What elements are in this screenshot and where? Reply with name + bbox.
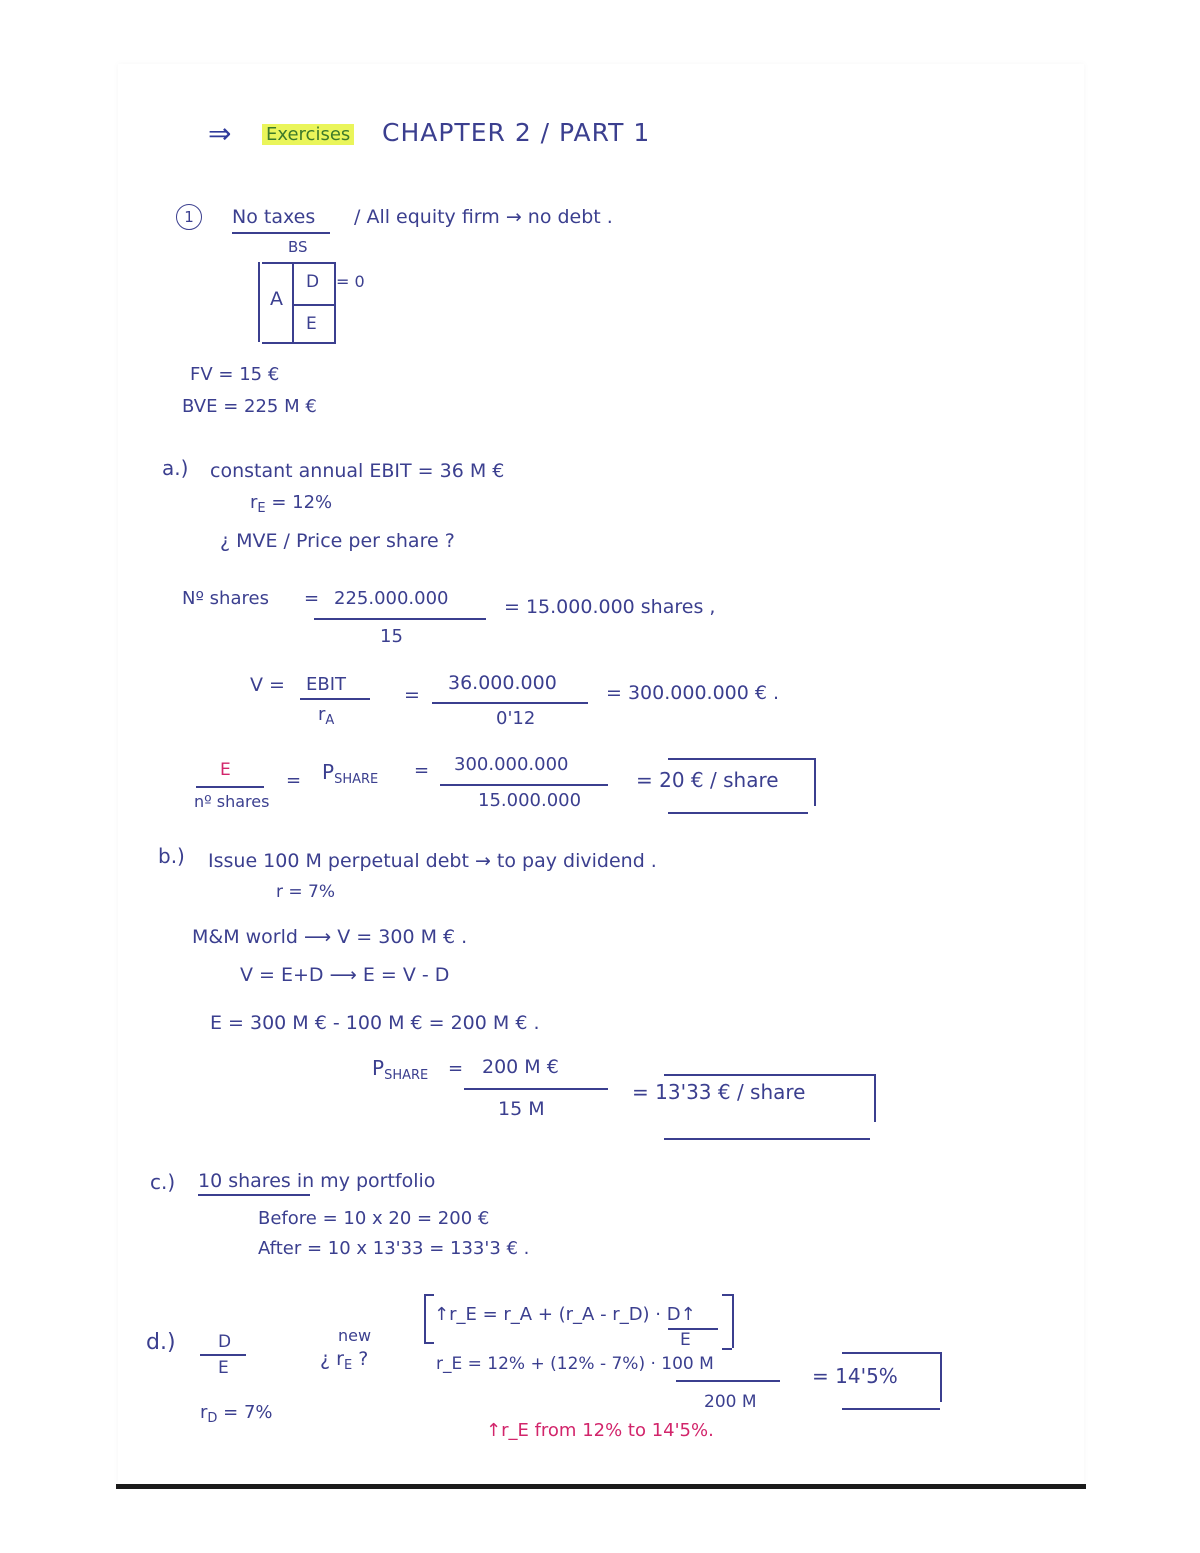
value-denominator [318, 706, 334, 727]
price-numerator: 300.000.000 [454, 754, 569, 775]
nshares-text: Nº shares [182, 588, 269, 609]
re-value: = 12% [265, 492, 333, 513]
price-eq: = [414, 760, 430, 781]
price-denominator-b: 15 M [498, 1098, 545, 1120]
fraction-bar [668, 1328, 718, 1330]
bs-top-border [262, 262, 334, 264]
mm-world: M&M world ⟶ V = 300 M € . [192, 926, 468, 948]
question-re-text: ¿ r [320, 1348, 344, 1370]
value-eq: = [404, 684, 420, 706]
fraction-bar [440, 784, 608, 786]
bs-debt: D [306, 272, 320, 292]
price-result: = 20 € / share [636, 768, 779, 792]
part-c-label: c.) [150, 1170, 176, 1194]
book-value-equity: BVE = 225 M € [182, 396, 317, 417]
d-fraction-numerator: D [218, 1332, 232, 1352]
assumption-all-equity: / All equity firm → no debt . [354, 206, 613, 228]
p-symbol-b: P [372, 1056, 385, 1080]
bracket-right-bottom [722, 1348, 732, 1350]
question-number-1: 1 [176, 204, 202, 230]
equity-numerator: E [220, 760, 231, 780]
before-value: Before = 10 x 20 = 200 € [258, 1208, 490, 1229]
bracket-right [732, 1294, 734, 1348]
bs-assets: A [270, 288, 283, 310]
fraction-bar [314, 618, 486, 620]
bs-left-border [258, 262, 260, 342]
fraction-bar [464, 1088, 608, 1090]
assumption-no-taxes: No taxes [232, 206, 316, 228]
result-box-bottom [842, 1408, 940, 1410]
price-eq-b: = [448, 1058, 464, 1079]
equity-eq: = [286, 770, 302, 791]
underline [198, 1194, 310, 1196]
price-result-b: = 13'33 € / share [632, 1080, 806, 1104]
result-box-right [814, 758, 816, 806]
notebook-page [118, 64, 1084, 1486]
question-mve: ¿ MVE / Price per share ? [220, 530, 455, 552]
re-calc: r_E = 12% + (12% - 7%) · 100 M [436, 1354, 714, 1374]
price-numerator-b: 200 M € [482, 1056, 559, 1078]
nshares-denominator: 15 [380, 626, 403, 647]
fraction-bar [300, 698, 370, 700]
after-value: After = 10 x 13'33 = 133'3 € . [258, 1238, 530, 1259]
result-box-top [664, 1074, 874, 1076]
part-b-label: b.) [158, 844, 185, 868]
page-title: CHAPTER 2 / PART 1 [382, 118, 651, 147]
value-result: = 300.000.000 € . [606, 682, 780, 704]
fraction-bar [196, 786, 264, 788]
value-label: V = [250, 674, 285, 696]
rd-subscript: D [207, 1411, 218, 1426]
result-box-right [874, 1074, 876, 1122]
fraction-bar [676, 1380, 780, 1382]
bs-label: BS [288, 238, 308, 256]
nshares-eq: = [304, 588, 320, 609]
bracket-left-bottom [424, 1342, 434, 1344]
re-result: = 14'5% [812, 1364, 898, 1388]
re-symbol: r [250, 492, 258, 513]
bracket-left [424, 1294, 426, 1342]
price-share-symbol-b [372, 1058, 428, 1082]
formula-denominator: E [680, 1330, 691, 1350]
mm-proposition-2: ↑r_E = r_A + (r_A - r_D) · D↑ [434, 1304, 696, 1325]
header-arrow: ⇒ [208, 117, 232, 150]
nshares-numerator: 225.000.000 [334, 588, 449, 609]
p-symbol: P [322, 760, 335, 784]
part-d-label: d.) [146, 1330, 176, 1355]
debt-rate: r = 7% [276, 882, 336, 902]
bracket-right-top [722, 1294, 732, 1296]
equity-calc: E = 300 M € - 100 M € = 200 M € . [210, 1012, 540, 1034]
re-calc-denominator: 200 M [704, 1392, 757, 1412]
portfolio-statement: 10 shares in my portfolio [198, 1170, 436, 1192]
face-value: FV = 15 € [190, 364, 280, 385]
result-box-bottom [668, 812, 808, 814]
page-bottom-edge [116, 1484, 1086, 1489]
bs-middle-line [292, 262, 294, 342]
value-numerator: EBIT [306, 674, 347, 695]
question-re-sub: E [343, 1358, 353, 1373]
ra-symbol: r [318, 704, 326, 725]
result-box-top [668, 758, 814, 760]
equity-denominator: nº shares [194, 792, 270, 811]
conclusion: ↑r_E from 12% to 14'5%. [486, 1420, 714, 1441]
underline [232, 232, 330, 234]
result-box-bottom [664, 1138, 870, 1140]
nshares-result: = 15.000.000 shares , [504, 596, 716, 618]
re-subscript: E [257, 501, 266, 516]
bs-debt-value: = 0 [336, 272, 365, 291]
debt-rate-d [200, 1404, 273, 1425]
fraction-bar [200, 1354, 246, 1356]
bs-equity: E [306, 314, 317, 334]
highlight-text: Exercises [262, 124, 354, 145]
question-re-end: ? [352, 1348, 369, 1370]
d-fraction-denominator: E [218, 1358, 229, 1378]
ebit-statement: constant annual EBIT = 36 M € [210, 460, 505, 482]
fraction-bar [432, 702, 588, 704]
bracket-left-top [424, 1294, 434, 1296]
rd-symbol: r [200, 1402, 208, 1423]
price-share-symbol [322, 762, 378, 786]
v-equals-e-plus-d: V = E+D ⟶ E = V - D [240, 964, 450, 986]
result-box-top [842, 1352, 942, 1354]
result-box-right [940, 1352, 942, 1402]
part-a-label: a.) [162, 456, 189, 480]
question-re [320, 1350, 368, 1372]
ra-subscript: A [325, 713, 335, 728]
cost-of-equity [250, 494, 332, 515]
bs-bottom-border [262, 342, 336, 344]
p-subscript: SHARE [334, 772, 379, 787]
nshares-label [182, 590, 269, 608]
value-denominator-2: 0'12 [496, 708, 536, 729]
bs-split-line [292, 304, 334, 306]
issue-debt-statement: Issue 100 M perpetual debt → to pay dividend . [208, 850, 657, 872]
value-numerator-2: 36.000.000 [448, 672, 557, 694]
rd-value: = 7% [217, 1402, 273, 1423]
header-highlight [262, 126, 354, 144]
price-denominator: 15.000.000 [478, 790, 582, 811]
p-subscript-b: SHARE [384, 1068, 429, 1083]
new-label: new [338, 1326, 372, 1345]
